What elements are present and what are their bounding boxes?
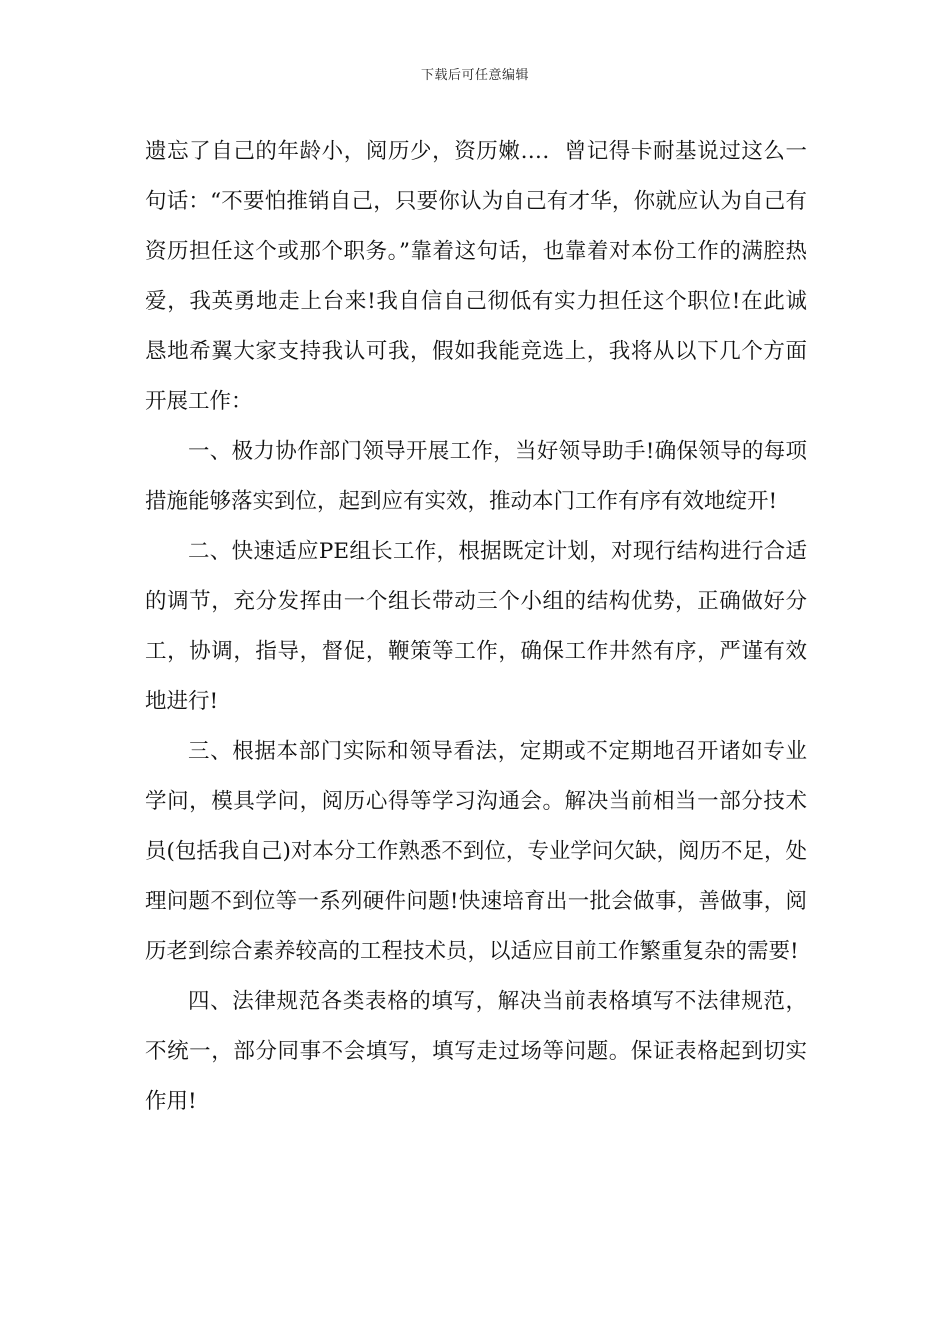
document-body xyxy=(145,127,807,1127)
paragraph-point-4: 四、法律规范各类表格的填写，解决当前表格填写不法律规范，不统一，部分同事不会填写，填写走过场等问题。保证表格起到切实作用! xyxy=(145,989,807,1114)
paragraph-intro: 遗忘了自己的年龄小，阅历少，资历嫩…．曾记得卡耐基说过这么一句话：“不要怕推销自己，只要你认为自己有才华，你就应认为自己有资历担任这个或那个职务。”靠着这句话，也靠着对本份工作的满腔热爱，我英勇地走上台来!我自信自己彻低有实力担任这个职位!在此诚恳地希翼大家支持我认可我，假如我能竞选上，我将从以下几个方面开展工作： xyxy=(145,139,807,414)
paragraph-point-2: 二、快速适应PE组长工作，根据既定计划，对现行结构进行合适的调节，充分发挥由一个组长带动三个小组的结构优势，正确做好分工，协调，指导，督促，鞭策等工作，确保工作井然有序，严谨有效地进行! xyxy=(145,539,807,714)
page-header: 下载后可任意编辑 xyxy=(420,68,529,83)
paragraph-point-3: 三、根据本部门实际和领导看法，定期或不定期地召开诸如专业学问，模具学问，阅历心得等学习沟通会。解决当前相当一部分技术员(包括我自己)对本分工作熟悉不到位，专业学问欠缺，阅历不足，处理问题不到位等一系列硬件问题!快速培育出一批会做事，善做事，阅历老到综合素养较高的工程技术员，以适应目前工作繁重复杂的需要! xyxy=(145,739,807,964)
paragraph-point-1: 一、极力协作部门领导开展工作，当好领导助手!确保领导的每项措施能够落实到位，起到应有实效，推动本门工作有序有效地绽开! xyxy=(145,439,807,514)
